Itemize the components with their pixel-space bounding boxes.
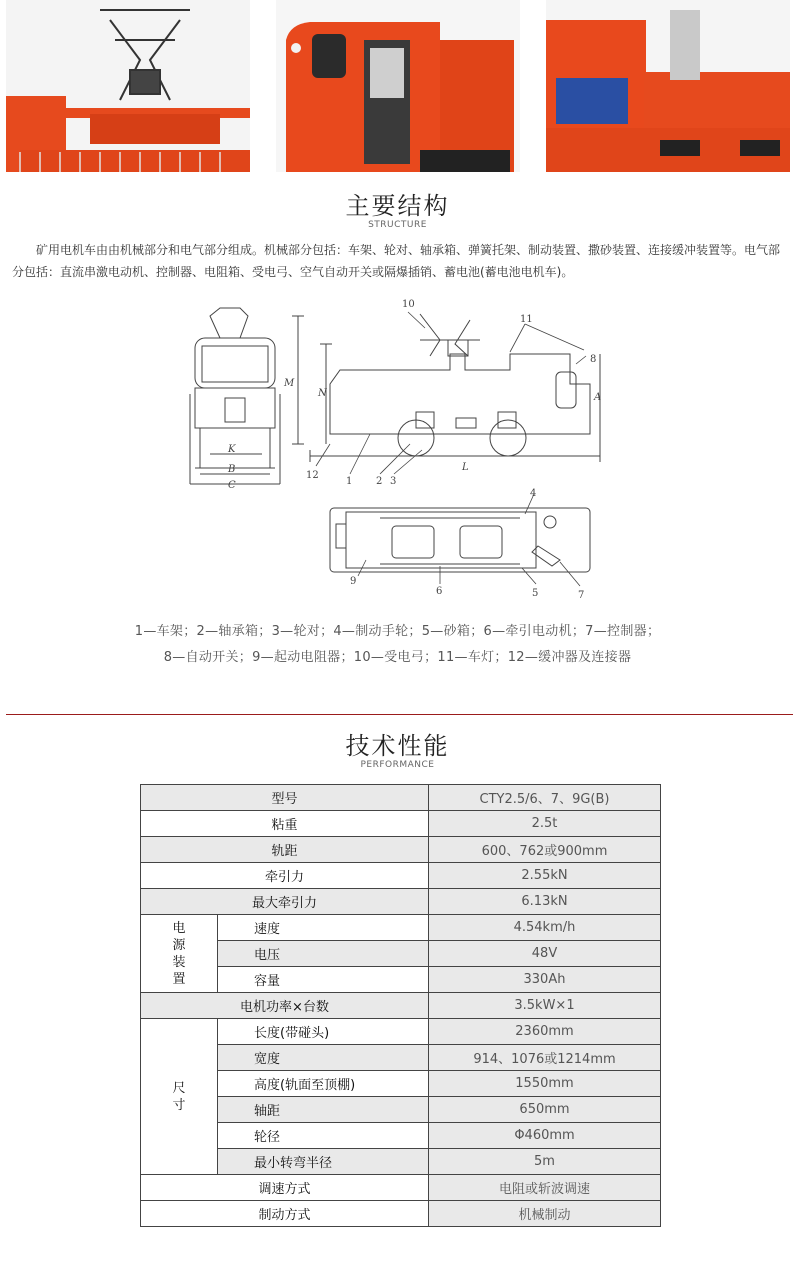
row-label: 轴距 xyxy=(218,1097,429,1123)
row-value: 2360mm xyxy=(429,1019,661,1045)
photo-controller xyxy=(546,0,790,172)
label-4: 4 xyxy=(530,488,537,499)
spec-table xyxy=(140,784,661,1227)
row-label: 制动方式 xyxy=(141,1201,429,1227)
row-value: 914、1076或1214mm xyxy=(429,1045,661,1071)
row-value: 机械制动 xyxy=(429,1201,661,1227)
row-label: 高度(轨面至顶棚) xyxy=(218,1071,429,1097)
legend-line-2: 8—自动开关；9—起动电阻器；10—受电弓；11—车灯；12—缓冲器及连接器 xyxy=(163,650,632,665)
label-11: 11 xyxy=(520,314,533,325)
row-value: 3.5kW×1 xyxy=(429,993,661,1019)
row-value: 2.5t xyxy=(429,811,661,837)
table-row xyxy=(141,1201,661,1227)
row-value: Φ460mm xyxy=(429,1123,661,1149)
label-2: 2 xyxy=(376,476,383,487)
row-label: 型号 xyxy=(141,785,429,811)
structure-diagram xyxy=(180,294,620,606)
row-label: 长度(带碰头) xyxy=(218,1019,429,1045)
dim-C: C xyxy=(228,480,236,491)
table-row xyxy=(141,1045,661,1071)
dim-L: L xyxy=(462,462,469,473)
row-label: 电压 xyxy=(218,941,429,967)
row-value: 1550mm xyxy=(429,1071,661,1097)
dim-N: N xyxy=(318,388,327,399)
table-row xyxy=(141,889,661,915)
row-label: 容量 xyxy=(218,967,429,993)
table-row xyxy=(141,1019,661,1045)
row-label: 宽度 xyxy=(218,1045,429,1071)
photo-pantograph xyxy=(6,0,250,172)
performance-subtitle: PERFORMANCE xyxy=(360,760,435,770)
row-label: 最小转弯半径 xyxy=(218,1149,429,1175)
row-value: 5m xyxy=(429,1149,661,1175)
table-row xyxy=(141,1123,661,1149)
dim-M: M xyxy=(284,378,295,389)
row-value: 2.55kN xyxy=(429,863,661,889)
structure-intro: 矿用电机车由由机械部分和电气部分组成。机械部分包括：车架、轮对、轴承箱、弹簧托架、制动装置、撒砂装置、连接缓冲装置等。电气部分包括：直流串激电动机、控制器、电阻箱、受电弓、空气自动开关或隔爆插销、蓄电池(蓄电池电机车)。 xyxy=(12,243,781,279)
row-label: 牵引力 xyxy=(141,863,429,889)
row-label: 粘重 xyxy=(141,811,429,837)
table-row xyxy=(141,785,661,811)
table-row xyxy=(141,837,661,863)
table-row xyxy=(141,915,661,941)
table-row xyxy=(141,941,661,967)
row-label: 最大牵引力 xyxy=(141,889,429,915)
dim-B: B xyxy=(228,464,236,475)
label-9: 9 xyxy=(350,576,357,587)
row-value: 电阻或斩波调速 xyxy=(429,1175,661,1201)
photo-cab xyxy=(276,0,520,172)
structure-title: 主要结构 xyxy=(345,192,450,220)
row-label: 轨距 xyxy=(141,837,429,863)
table-row xyxy=(141,1097,661,1123)
row-label: 速度 xyxy=(218,915,429,941)
row-label: 轮径 xyxy=(218,1123,429,1149)
row-value: 4.54km/h xyxy=(429,915,661,941)
table-row xyxy=(141,1149,661,1175)
row-value: 6.13kN xyxy=(429,889,661,915)
product-photos xyxy=(0,0,795,176)
row-label: 调速方式 xyxy=(141,1175,429,1201)
table-row xyxy=(141,1175,661,1201)
label-12: 12 xyxy=(306,470,319,481)
label-5: 5 xyxy=(532,588,539,599)
label-3: 3 xyxy=(390,476,397,487)
row-value: 650mm xyxy=(429,1097,661,1123)
side-view xyxy=(292,314,600,462)
table-row xyxy=(141,1071,661,1097)
legend-line-1: 1—车架；2—轴承箱；3—轮对；4—制动手轮；5—砂箱；6—牵引电动机；7—控制器； xyxy=(134,624,661,639)
front-view xyxy=(190,308,280,484)
group-label-power: 电源装置 xyxy=(141,915,218,993)
table-row xyxy=(141,811,661,837)
row-value: 48V xyxy=(429,941,661,967)
table-row xyxy=(141,863,661,889)
table-row xyxy=(141,967,661,993)
label-1: 1 xyxy=(346,476,353,487)
dim-A: A xyxy=(594,392,602,403)
label-7: 7 xyxy=(578,590,585,601)
label-10: 10 xyxy=(402,299,415,310)
performance-title: 技术性能 xyxy=(345,732,450,760)
row-value: 600、762或900mm xyxy=(429,837,661,863)
section-divider xyxy=(6,714,793,715)
row-label: 电机功率×台数 xyxy=(141,993,429,1019)
label-8: 8 xyxy=(590,354,597,365)
structure-subtitle: STRUCTURE xyxy=(368,220,427,230)
row-value: 330Ah xyxy=(429,967,661,993)
plan-view xyxy=(330,508,590,572)
group-label-size: 尺寸 xyxy=(141,1019,218,1175)
table-row xyxy=(141,993,661,1019)
row-value: CTY2.5/6、7、9G(B) xyxy=(429,785,661,811)
dim-K: K xyxy=(228,444,236,455)
label-6: 6 xyxy=(436,586,443,597)
